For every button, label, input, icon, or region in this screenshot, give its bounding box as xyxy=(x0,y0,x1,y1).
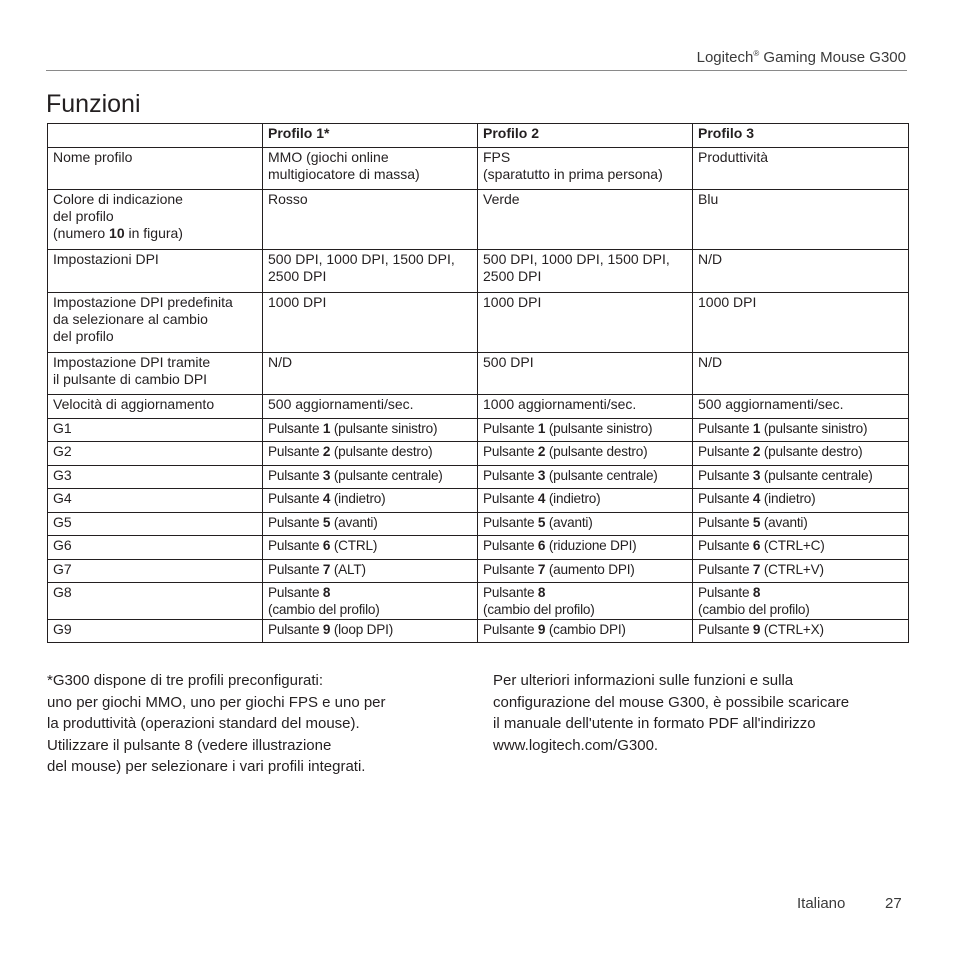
table-cell: 500 DPI, 1000 DPI, 1500 DPI, 2500 DPI xyxy=(263,250,478,293)
table-cell: Pulsante 8 (cambio del profilo) xyxy=(263,583,478,620)
table-cell: 1000 DPI xyxy=(478,293,693,353)
table-cell: Pulsante 6 (CTRL+C) xyxy=(693,536,909,560)
table-cell: Rosso xyxy=(263,190,478,250)
table-cell: Pulsante 9 (cambio DPI) xyxy=(478,620,693,643)
footer-language: Italiano xyxy=(797,895,846,912)
row-label: G9 xyxy=(48,620,263,643)
table-cell: Pulsante 3 (pulsante centrale) xyxy=(478,466,693,489)
table-cell: Blu xyxy=(693,190,909,250)
page-title: Funzioni xyxy=(46,90,141,118)
table-row xyxy=(48,513,909,536)
column-header: Profilo 2 xyxy=(478,124,693,148)
registered-mark: ® xyxy=(753,49,760,58)
table-cell: Pulsante 4 (indietro) xyxy=(478,489,693,513)
table-cell: 1000 aggiornamenti/sec. xyxy=(478,395,693,419)
table-cell: 500 DPI, 1000 DPI, 1500 DPI, 2500 DPI xyxy=(478,250,693,293)
table-row xyxy=(48,560,909,583)
row-label: G7 xyxy=(48,560,263,583)
table-cell: FPS (sparatutto in prima persona) xyxy=(478,148,693,190)
table-cell: Pulsante 5 (avanti) xyxy=(693,513,909,536)
note-line: *G300 dispone di tre profili preconfigurati: xyxy=(47,672,323,689)
note-line: www.logitech.com/G300. xyxy=(493,736,659,754)
row-label: Impostazione DPI predefinita da selezionare al cambio del profilo xyxy=(48,293,263,353)
table-cell: Pulsante 2 (pulsante destro) xyxy=(478,442,693,466)
profiles-footnote xyxy=(47,670,447,778)
table-cell: Verde xyxy=(478,190,693,250)
running-header xyxy=(697,49,906,66)
table-row xyxy=(48,250,909,293)
note-line: il manuale dell'utente in formato PDF all'indirizzo xyxy=(493,715,816,732)
row-label: G2 xyxy=(48,442,263,466)
table-cell: 500 aggiornamenti/sec. xyxy=(693,395,909,419)
row-label: Impostazioni DPI xyxy=(48,250,263,293)
table-cell: Pulsante 1 (pulsante sinistro) xyxy=(263,419,478,442)
row-label: G8 xyxy=(48,583,263,620)
table-row xyxy=(48,395,909,419)
table-body xyxy=(48,148,909,643)
table-row xyxy=(48,442,909,466)
note-line: del mouse) per selezionare i vari profili integrati. xyxy=(47,758,366,775)
table-cell: Pulsante 4 (indietro) xyxy=(263,489,478,513)
table-cell: Pulsante 3 (pulsante centrale) xyxy=(693,466,909,489)
table-cell: Pulsante 4 (indietro) xyxy=(693,489,909,513)
table-cell: N/D xyxy=(263,353,478,395)
column-header xyxy=(48,124,263,148)
table-row xyxy=(48,536,909,560)
table-row xyxy=(48,353,909,395)
page-number: 27 xyxy=(885,895,902,912)
table-row xyxy=(48,466,909,489)
table-cell: Pulsante 7 (CTRL+V) xyxy=(693,560,909,583)
row-label: G1 xyxy=(48,419,263,442)
table-cell: Pulsante 1 (pulsante sinistro) xyxy=(693,419,909,442)
table-cell: Pulsante 7 (aumento DPI) xyxy=(478,560,693,583)
note-line: uno per giochi MMO, uno per giochi FPS e uno per xyxy=(47,693,386,711)
row-label: G4 xyxy=(48,489,263,513)
note-line: la produttività (operazioni standard del mouse). xyxy=(47,715,360,732)
table-cell: N/D xyxy=(693,250,909,293)
table-cell: N/D xyxy=(693,353,909,395)
table-cell: Pulsante 9 (CTRL+X) xyxy=(693,620,909,643)
table-cell: Pulsante 2 (pulsante destro) xyxy=(693,442,909,466)
table-row xyxy=(48,489,909,513)
header-product: Gaming Mouse G300 xyxy=(759,49,906,66)
table-cell: 1000 DPI xyxy=(693,293,909,353)
note-line: configurazione del mouse G300, è possibile scaricare xyxy=(493,693,850,711)
header-brand: Logitech xyxy=(696,49,754,66)
functions-table xyxy=(47,123,909,643)
table-cell: Produttività xyxy=(693,148,909,190)
note-line: Utilizzare il pulsante 8 (vedere illustrazione xyxy=(47,736,332,754)
table-cell: Pulsante 7 (ALT) xyxy=(263,560,478,583)
table-row xyxy=(48,293,909,353)
table-row xyxy=(48,419,909,442)
row-label: G6 xyxy=(48,536,263,560)
table-cell: Pulsante 5 (avanti) xyxy=(478,513,693,536)
row-label: Impostazione DPI tramite il pulsante di cambio DPI xyxy=(48,353,263,395)
row-label: G3 xyxy=(48,466,263,489)
header-divider xyxy=(46,70,907,71)
more-info-note xyxy=(493,670,913,756)
table-cell: Pulsante 6 (CTRL) xyxy=(263,536,478,560)
note-line: Per ulteriori informazioni sulle funzioni e sulla xyxy=(493,672,794,689)
table-header-row xyxy=(48,124,909,148)
table-cell: Pulsante 9 (loop DPI) xyxy=(263,620,478,643)
table-row xyxy=(48,583,909,620)
table-cell: Pulsante 8 (cambio del profilo) xyxy=(478,583,693,620)
row-label: G5 xyxy=(48,513,263,536)
table-cell: 500 DPI xyxy=(478,353,693,395)
column-header: Profilo 1* xyxy=(263,124,478,148)
row-label: Velocità di aggiornamento xyxy=(48,395,263,419)
table-cell: Pulsante 2 (pulsante destro) xyxy=(263,442,478,466)
row-label: Nome profilo xyxy=(48,148,263,190)
column-header: Profilo 3 xyxy=(693,124,909,148)
table-row xyxy=(48,620,909,643)
table-row xyxy=(48,190,909,250)
table-cell: Pulsante 3 (pulsante centrale) xyxy=(263,466,478,489)
table-cell: 1000 DPI xyxy=(263,293,478,353)
table-cell: MMO (giochi online multigiocatore di massa) xyxy=(263,148,478,190)
table-cell: 500 aggiornamenti/sec. xyxy=(263,395,478,419)
table-row xyxy=(48,148,909,190)
row-label: Colore di indicazione del profilo (numero 10 in figura) xyxy=(48,190,263,250)
table-cell: Pulsante 8 (cambio del profilo) xyxy=(693,583,909,620)
table-cell: Pulsante 1 (pulsante sinistro) xyxy=(478,419,693,442)
table-cell: Pulsante 6 (riduzione DPI) xyxy=(478,536,693,560)
table-cell: Pulsante 5 (avanti) xyxy=(263,513,478,536)
